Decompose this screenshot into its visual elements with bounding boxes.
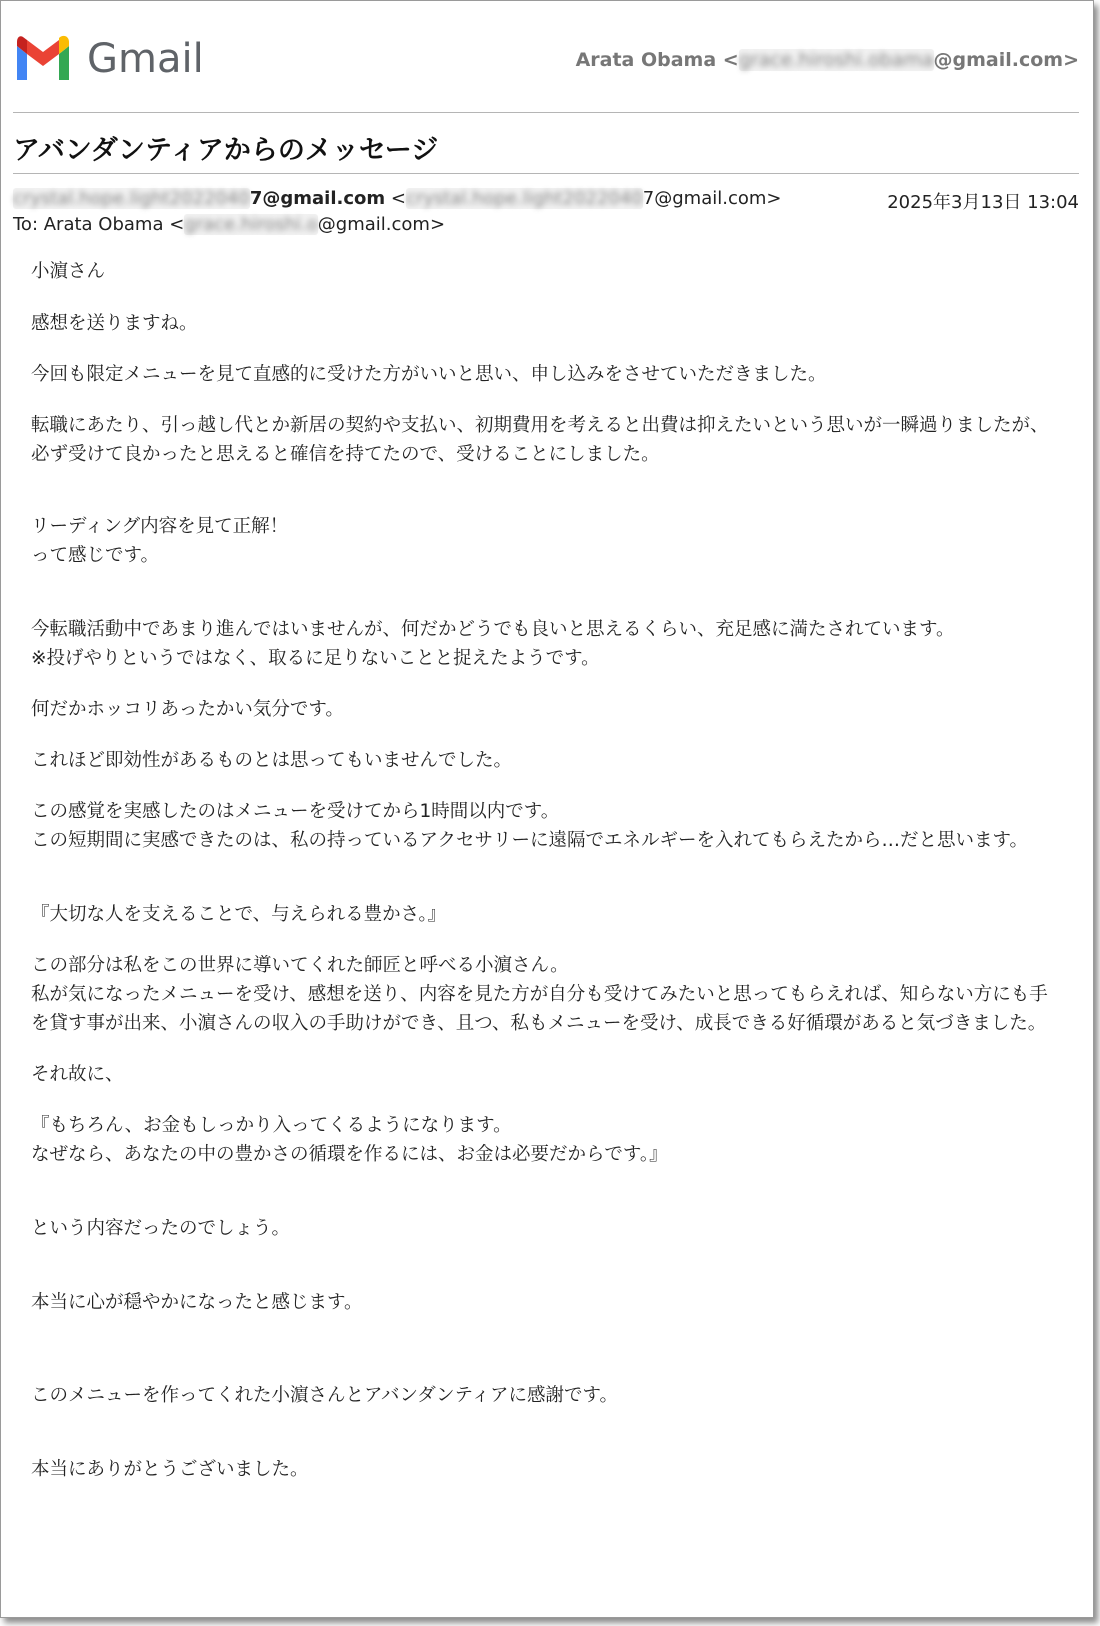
account-name: Arata Obama < — [575, 49, 739, 71]
email-date: 2025年3月13日 13:04 — [887, 192, 1079, 213]
email-from-row — [13, 188, 1079, 213]
email-subject: アバンダンティアからのメッセージ — [13, 135, 439, 166]
body-paragraph: 何だかホッコリあったかい気分です。 — [31, 699, 344, 720]
body-paragraph: という内容だったのでしょう。 — [31, 1218, 291, 1239]
header-divider — [13, 112, 1079, 113]
body-paragraph: 転職にあたり、引っ越し代とか新居の契約や支払い、初期費用を考えると出費は抑えたいという思いが一瞬過りましたが、必ず受けて良かったと思えると確信を持てたので、受けることにしました。 — [31, 415, 1049, 465]
recipient-email-domain: @gmail.com> — [317, 214, 446, 235]
gmail-logo[interactable] — [13, 35, 204, 83]
sender-name-redacted: crystal.hope.light2022040 — [13, 188, 250, 209]
body-paragraph: このメニューを作ってくれた小濵さんとアバンダンティアに感謝です。 — [31, 1385, 619, 1406]
body-paragraph: 本当に心が穏やかになったと感じます。 — [31, 1292, 363, 1313]
account-address — [576, 49, 1079, 71]
account-email-redacted: grace.hiroshi.obama — [738, 49, 934, 71]
body-paragraph: この感覚を実感したのはメニューを受けてから1時間以内です。 この短期間に実感できたのは、私の持っているアクセサリーに遠隔でエネルギーを入れてもらえたから…だと思います。 — [31, 801, 1028, 851]
gmail-wordmark: Gmail — [87, 36, 204, 82]
body-paragraph: リーディング内容を見て正解！ って感じです。 — [31, 516, 289, 566]
body-quote: 『もちろん、お金もしっかり入ってくるようになります。 なぜなら、あなたの中の豊かさの循環を作るには、お金は必要だからです。』 — [31, 1115, 668, 1165]
recipient-name: To: Arata Obama < — [13, 214, 185, 235]
sender-address-open: < — [385, 188, 406, 209]
gmail-logo-icon — [13, 34, 73, 84]
account-email-domain: @gmail.com> — [933, 49, 1079, 71]
body-paragraph: それ故に、 — [31, 1064, 124, 1085]
sender-address-domain: 7@gmail.com> — [642, 188, 782, 209]
body-closing: 本当にありがとうございました。 — [31, 1459, 309, 1480]
body-paragraph: これほど即効性があるものとは思ってもいませんでした。 — [31, 750, 513, 771]
body-paragraph: この部分は私をこの世界に導いてくれた師匠と呼べる小濵さん。 私が気になったメニューを受け、感想を送り、内容を見た方が自分も受けてみたいと思ってもらえれば、知らない方にも手を貸す事が出来、小濵さんの収入の手助けができ、且つ、私もメニューを受け、成長できる好循環があると気づきました。 — [31, 955, 1048, 1034]
recipient-email-redacted: grace.hiroshi.o — [184, 214, 318, 235]
subject-divider — [13, 173, 1079, 174]
sender-name — [13, 188, 385, 209]
gmail-header — [13, 35, 1079, 91]
sender-name-domain: 7@gmail.com — [249, 188, 386, 209]
body-paragraph: 感想を送りますね。 — [31, 313, 198, 334]
body-quote: 『大切な人を支えることで、与えられる豊かさ。』 — [31, 904, 447, 925]
email-body — [31, 257, 1051, 1484]
body-paragraph: 今回も限定メニューを見て直感的に受けた方がいいと思い、申し込みをさせていただきました。 — [31, 364, 827, 385]
body-greeting: 小濵さん — [31, 261, 106, 282]
sender-address-redacted: crystal.hope.light2022040 — [405, 188, 643, 209]
body-paragraph: 今転職活動中であまり進んではいませんが、何だかどうでも良いと思えるくらい、充足感に満たされています。 ※投げやりというではなく、取るに足りないことと捉えたようです。 — [31, 619, 955, 669]
email-to-row — [13, 214, 1079, 235]
